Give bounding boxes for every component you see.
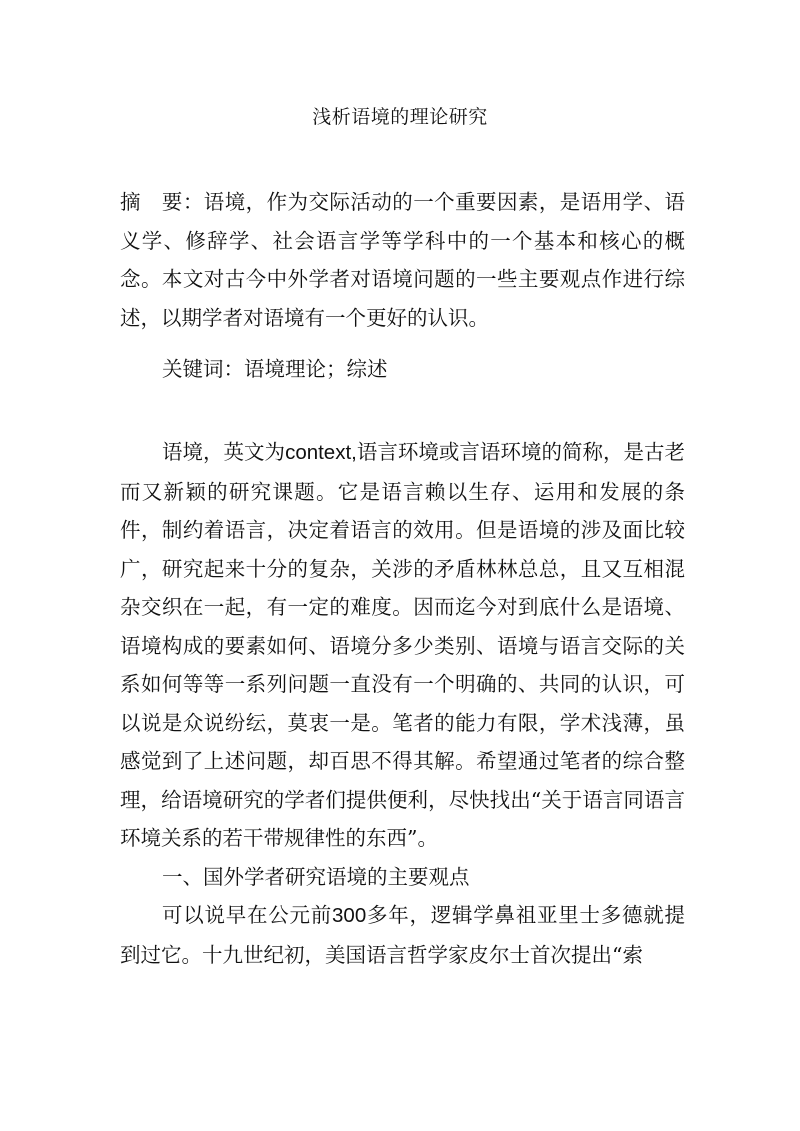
intro-text-rest: 语言环境或言语环境的简称，是古老而又新颖的研究课题。它是语言赖以生存、运用和发展的条件，制约着语言，决定着语言的效用。但是语境的涉及面比较广，研究起来十分的复杂，关涉的矛盾林林总总，且又互相混杂交织在一起，有一定的难度。因而迄今对到底什么是语境、语境构成的要素如何、语境分多少类别、语境与语言交际的关系如何等等一系列问题一直没有一个明确的、共同的认识，可以说是众说纷纭，莫衷一是。笔者的能力有限，学术浅薄，虽感觉到了上述问题，却百思不得其解。希望通过笔者的综合整理，给语境研究的学者们提供便利，尽快找出“关于语言同语言环境关系的若干带规律性的东西”。: [120, 440, 686, 850]
section-heading: 一、国外学者研究语境的主要观点: [162, 864, 470, 889]
body-text: [120, 433, 685, 974]
keywords-label: 关键词：: [162, 357, 244, 381]
abstract: [120, 183, 685, 337]
paragraph-intro: [120, 433, 685, 858]
abstract-label: 摘 要：: [120, 190, 204, 214]
abstract-text: 语境，作为交际活动的一个重要因素，是语用学、语义学、修辞学、社会语言学等学科中的一个基本和核心的概念。本文对古今中外学者对语境问题的一些主要观点作进行综述，以期学者对语境有一个更好的认识。: [120, 190, 686, 330]
history-number: 300: [332, 904, 367, 927]
document-title: 浅析语境的理论研究: [312, 106, 488, 128]
history-text-rest: 多年，逻辑学鼻祖亚里士多德就提到过它。十九世纪初，美国语言哲学家皮尔士首次提出“索: [120, 903, 686, 967]
intro-text-start: 语境，英文为: [162, 440, 286, 464]
intro-latin-term: context,: [285, 441, 357, 464]
keywords-text: 语境理论；综述: [244, 357, 388, 381]
paragraph-history: [120, 896, 685, 974]
keywords: [120, 350, 685, 389]
history-text-start: 可以说早在公元前: [162, 903, 333, 927]
